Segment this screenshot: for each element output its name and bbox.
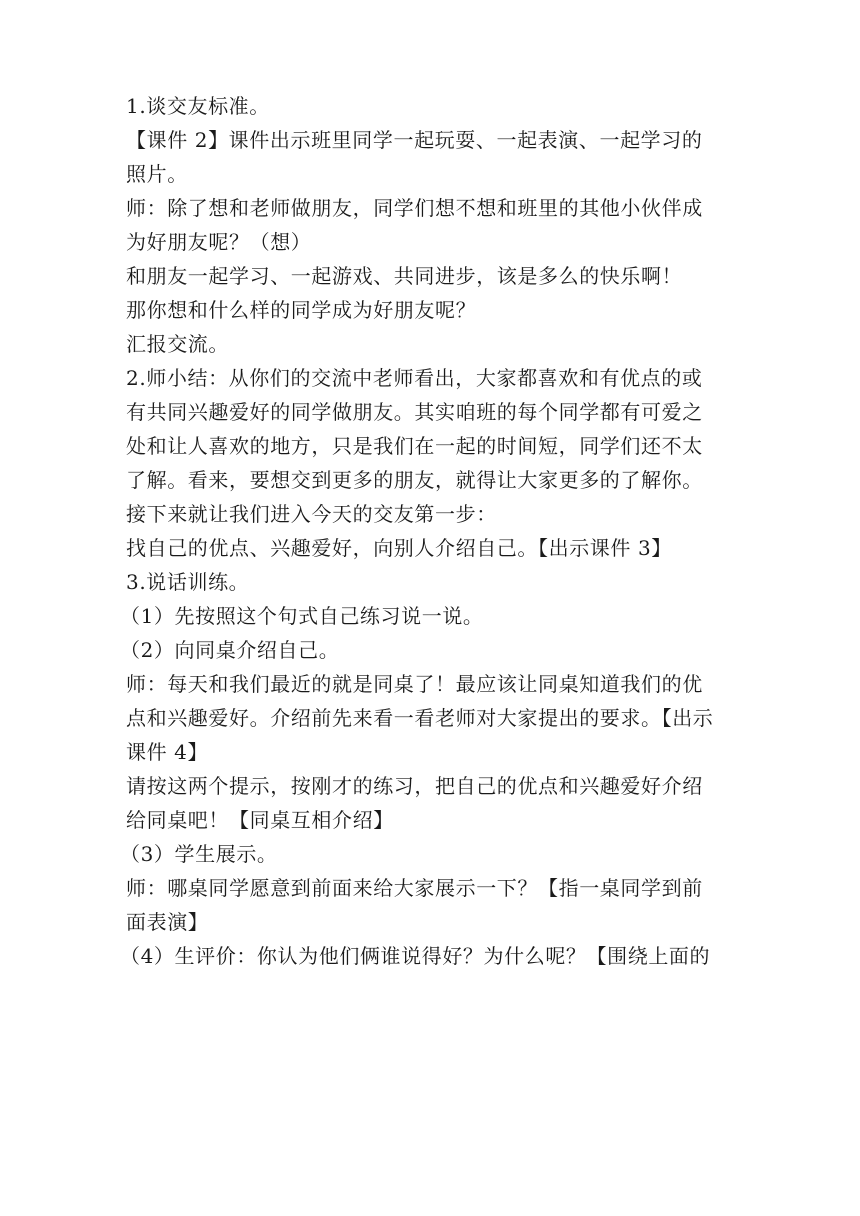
text-line: 师：除了想和老师做朋友，同学们想不想和班里的其他小伙伴成 <box>126 196 703 220</box>
text-line: 照片。 <box>126 162 188 186</box>
text-line: 师：每天和我们最近的就是同桌了！最应该让同桌知道我们的优 <box>126 672 703 696</box>
document-body <box>120 89 786 973</box>
text-line: （1）先按照这个句式自己练习说一说。 <box>120 604 484 628</box>
text-line: （3）学生展示。 <box>120 842 278 866</box>
text-line: （2）向同桌介绍自己。 <box>120 638 340 662</box>
text-line: 请按这两个提示，按刚才的练习，把自己的优点和兴趣爱好介绍 <box>126 774 703 798</box>
text-line: 点和兴趣爱好。介绍前先来看一看老师对大家提出的要求。【出示 <box>126 706 714 730</box>
text-line: 给同桌吧！【同桌互相介绍】 <box>126 808 394 832</box>
text-line: （4）生评价：你认为他们俩谁说得好？为什么呢？【围绕上面的 <box>120 944 711 968</box>
text-line: 了解。看来，要想交到更多的朋友，就得让大家更多的了解你。 <box>126 468 703 492</box>
text-line: 和朋友一起学习、一起游戏、共同进步，该是多么的快乐啊！ <box>126 264 683 288</box>
text-line: 面表演】 <box>126 910 209 934</box>
text-line: 【课件 2】课件出示班里同学一起玩耍、一起表演、一起学习的 <box>126 128 703 152</box>
text-line: 3.说话训练。 <box>126 570 250 594</box>
text-line: 处和让人喜欢的地方，只是我们在一起的时间短，同学们还不太 <box>126 434 703 458</box>
text-line: 2.师小结：从你们的交流中老师看出，大家都喜欢和有优点的或 <box>126 366 703 390</box>
text-line: 为好朋友呢？（想） <box>126 230 312 254</box>
text-line: 找自己的优点、兴趣爱好，向别人介绍自己。【出示课件 3】 <box>126 536 672 560</box>
text-line: 1.谈交友标准。 <box>126 94 270 118</box>
text-line: 师：哪桌同学愿意到前面来给大家展示一下？【指一桌同学到前 <box>126 876 703 900</box>
text-line: 有共同兴趣爱好的同学做朋友。其实咱班的每个同学都有可爱之 <box>126 400 703 424</box>
text-line: 汇报交流。 <box>126 332 229 356</box>
text-line: 课件 4】 <box>126 740 209 764</box>
text-line: 那你想和什么样的同学成为好朋友呢？ <box>126 298 477 322</box>
text-line: 接下来就让我们进入今天的交友第一步： <box>126 502 497 526</box>
